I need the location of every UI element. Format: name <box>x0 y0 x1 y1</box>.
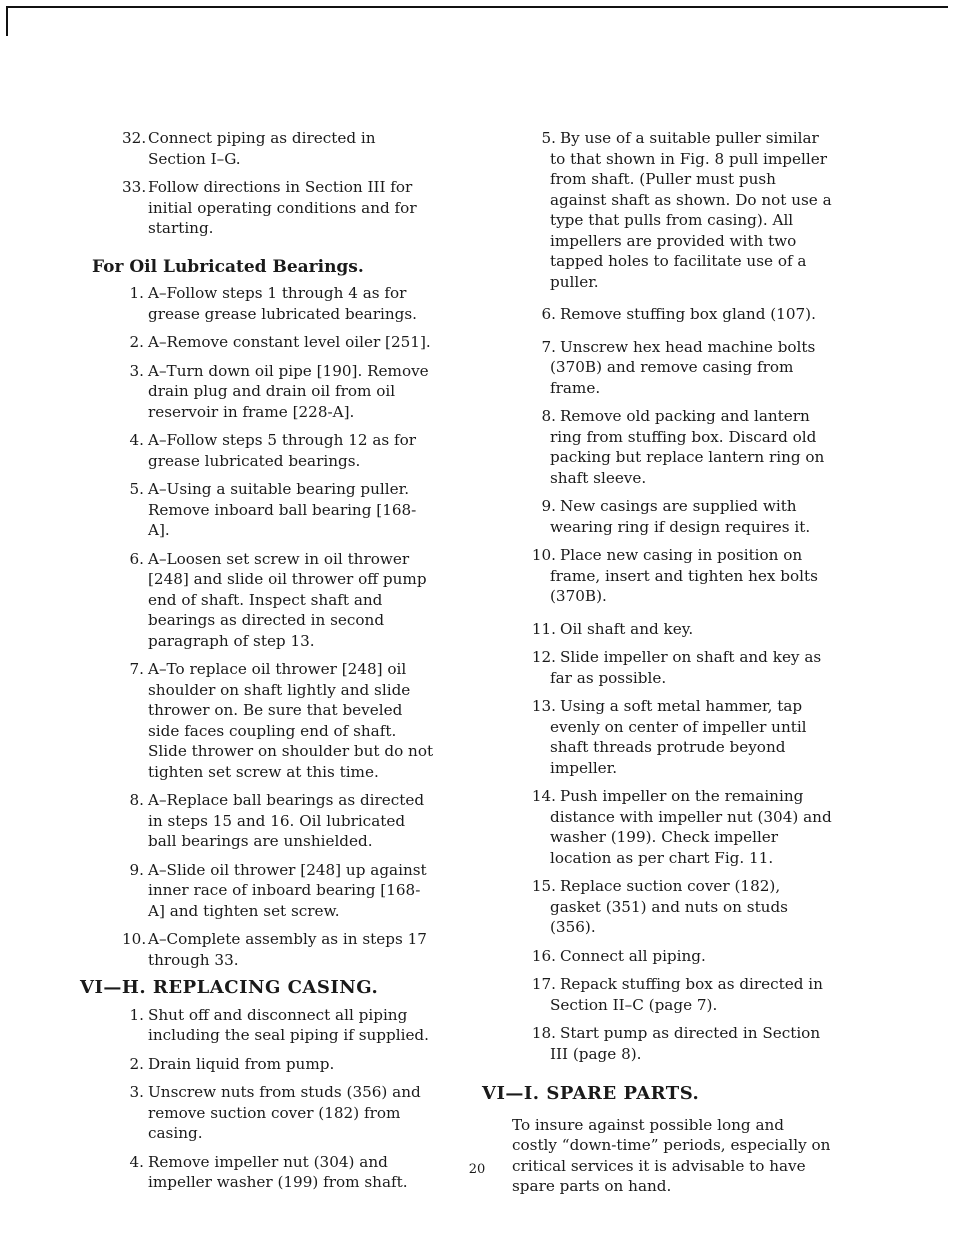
list-item: 13. Using a soft metal hammer, tap evenly on center of impeller until shaft threads protrude beyond impeller. <box>531 697 807 777</box>
list-item: 15. Replace suction cover (182), gasket (351) and nuts on studs (356). <box>531 877 788 936</box>
list-item: 3. A–Turn down oil pipe [190]. Remove drain plug and drain oil from oil reservoir in frame [228-A]. <box>129 361 429 421</box>
list-item: 32. Connect piping as directed in Section I–G. <box>122 129 376 168</box>
list-item: 17. Repack stuffing box as directed in Section II–C (page 7). <box>531 975 823 1014</box>
list-item: 14. Push impeller on the remaining distance with impeller nut (304) and washer (199). Check impeller location as per chart Fig. 11. <box>531 787 832 867</box>
left-column <box>82 128 434 1201</box>
list-item: 2. A–Remove constant level oiler [251]. <box>129 333 431 351</box>
spare-parts-paragraph: To insure against possible long and costly “down-time” periods, especially on critical services it is advisable to have spare parts on hand. <box>512 1115 831 1195</box>
list-item: 10. Place new casing in position on frame, insert and tighten hex bolts (370B). <box>531 546 818 605</box>
list-item: 33. Follow directions in Section III for initial operating conditions and for starting. <box>122 178 417 237</box>
list-item: 9. A–Slide oil thrower [248] up against inner race of inboard bearing [168-A] and tighten set screw. <box>129 860 427 920</box>
oil-bearings-heading: For Oil Lubricated Bearings. <box>92 256 364 277</box>
list-item: 4. A–Follow steps 5 through 12 as for grease lubricated bearings. <box>129 431 417 470</box>
list-item: 2. Drain liquid from pump. <box>129 1054 335 1073</box>
list-item: 8. Remove old packing and lantern ring from stuffing box. Discard old packing but replace lantern ring on shaft sleeve. <box>541 407 825 487</box>
list-item: 12. Slide impeller on shaft and key as far as possible. <box>531 648 822 687</box>
list-item: 9. New casings are supplied with wearing ring if design requires it. <box>541 497 811 536</box>
list-item: 3. Unscrew nuts from studs (356) and remove suction cover (182) from casing. <box>129 1083 421 1142</box>
replacing-casing-heading: VI—H. REPLACING CASING. <box>80 977 379 998</box>
right-column <box>482 128 832 1197</box>
list-item: 5. By use of a suitable puller similar to that shown in Fig. 8 pull impeller from shaft. (Puller must push against shaft as shown. Do not use a type that pulls from casing). All impellers are provided with two tapped holes to facilitate use of a puller. <box>541 129 832 291</box>
list-item: 11. Oil shaft and key. <box>531 619 694 638</box>
list-item: 8. A–Replace ball bearings as directed in steps 15 and 16. Oil lubricated ball bearings are unshielded. <box>129 791 425 850</box>
top-rule <box>6 6 948 8</box>
list-item: 6. A–Loosen set screw in oil thrower [248] and slide oil thrower off pump end of shaft. Inspect shaft and bearings as directed in second paragraph of step 13. <box>129 549 427 650</box>
list-item: 10. A–Complete assembly as in steps 17 through 33. <box>122 930 427 969</box>
list-item: 7. A–To replace oil thrower [248] oil shoulder on shaft lightly and slide thrower on. Be sure that beveled side faces coupling end of shaft. Slide thrower on shoulder but do not tighten set screw at this time. <box>129 660 434 781</box>
left-rule <box>6 6 8 36</box>
list-item: 6. Remove stuffing box gland (107). <box>541 305 816 323</box>
list-item: 18. Start pump as directed in Section III (page 8). <box>531 1024 821 1063</box>
spare-parts-heading: VI—I. SPARE PARTS. <box>482 1083 700 1104</box>
list-item: 7. Unscrew hex head machine bolts (370B) and remove casing from frame. <box>541 337 816 397</box>
list-item: 16. Connect all piping. <box>531 946 706 965</box>
list-item: 4. Remove impeller nut (304) and impeller washer (199) from shaft. <box>129 1152 408 1191</box>
list-item: 1. Shut off and disconnect all piping including the seal piping if supplied. <box>129 1005 429 1044</box>
page-number: 20 <box>468 1162 486 1177</box>
list-item: 1. A–Follow steps 1 through 4 as for grease grease lubricated bearings. <box>129 284 417 323</box>
list-item: 5. A–Using a suitable bearing puller. Remove inboard ball bearing [168-A]. <box>129 480 417 539</box>
